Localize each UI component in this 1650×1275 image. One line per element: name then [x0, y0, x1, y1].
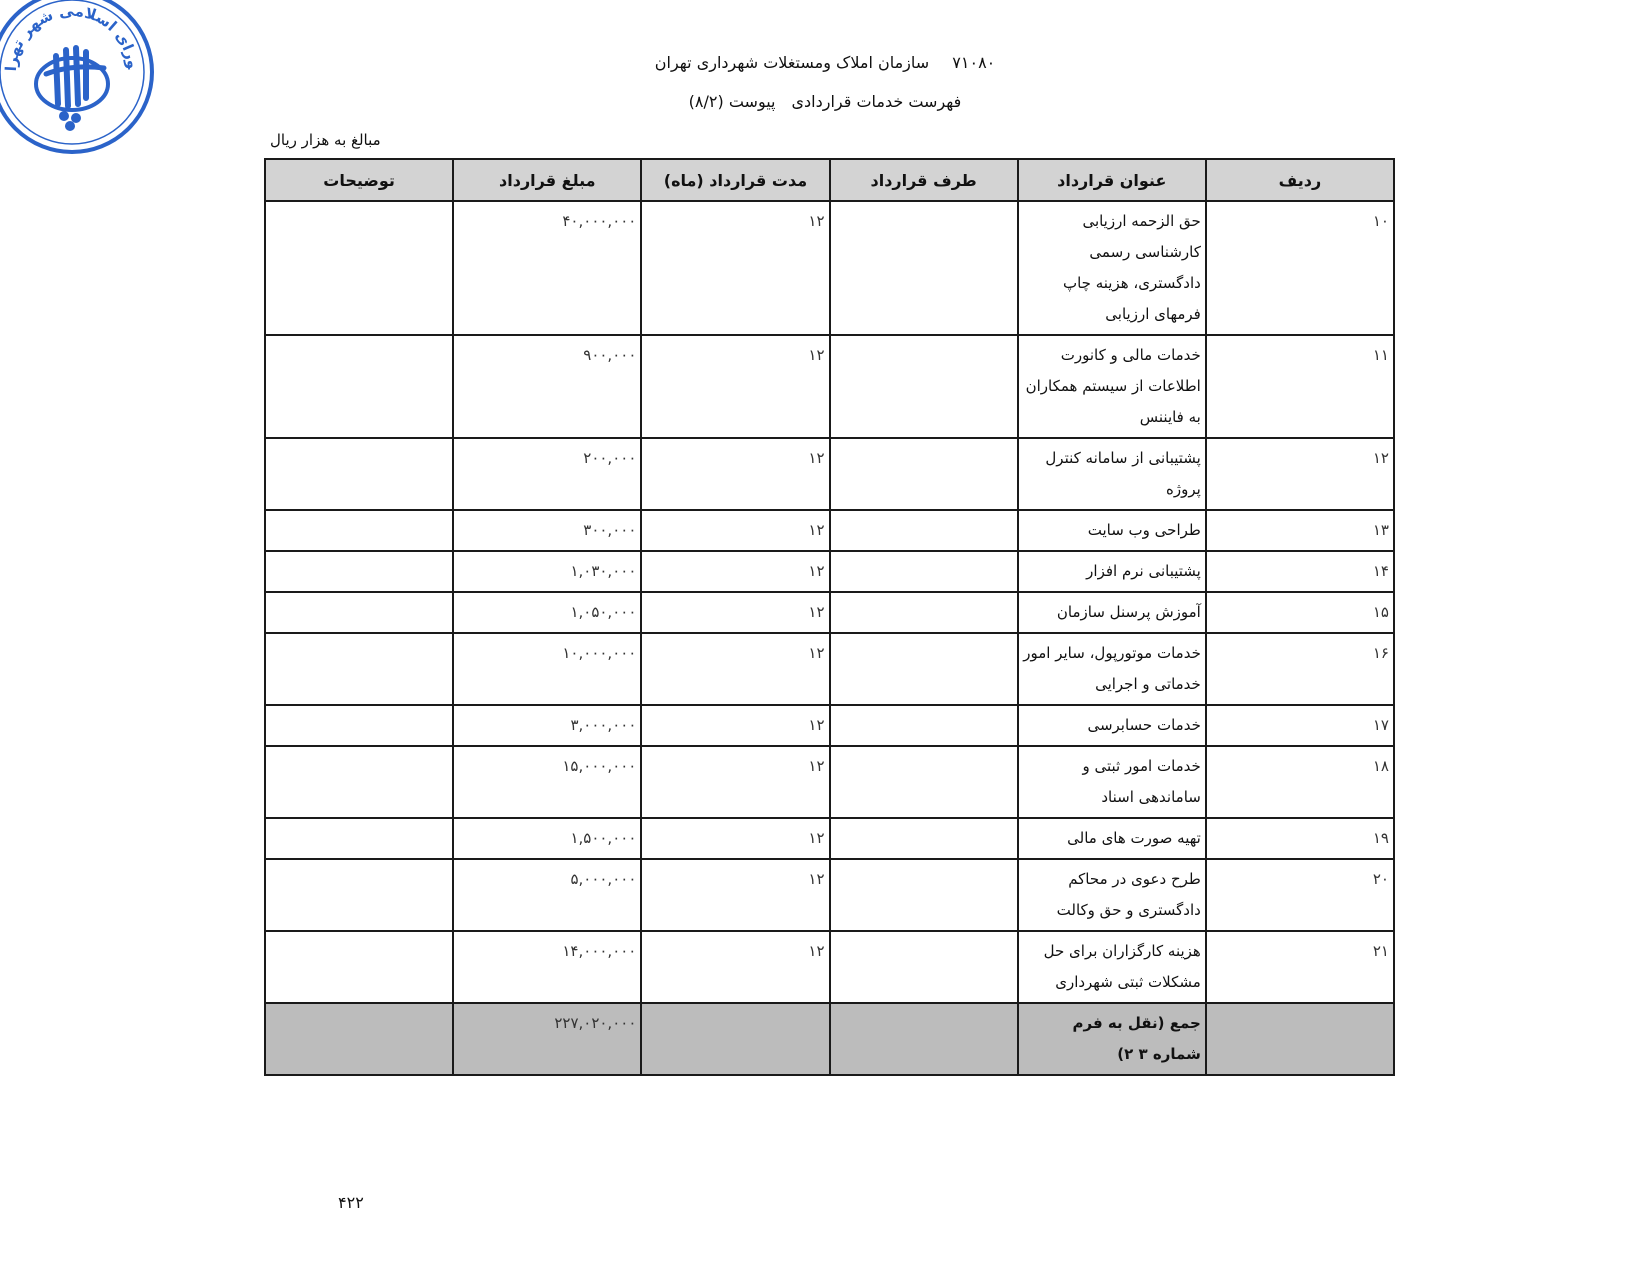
contract-notes — [265, 201, 453, 335]
svg-text:شورای اسلامی شهر تهران: ورای اسلامی شهر تهرا — [1, 1, 143, 72]
total-amount: ۲۲۷,۰۲۰,۰۰۰ — [453, 1003, 641, 1075]
contract-notes — [265, 746, 453, 818]
contract-amount: ۲۰۰,۰۰۰ — [453, 438, 641, 510]
table-row — [265, 931, 1394, 1003]
document-code: ۷۱۰۸۰ — [952, 53, 996, 72]
column-header-row-no: ردیف — [1206, 159, 1394, 201]
contract-amount: ۱,۵۰۰,۰۰۰ — [453, 818, 641, 859]
contract-party — [830, 859, 1018, 931]
contract-duration: ۱۲ — [641, 510, 829, 551]
total-duration — [641, 1003, 829, 1075]
contract-party — [830, 201, 1018, 335]
column-header-notes: توضیحات — [265, 159, 453, 201]
contract-amount: ۱,۰۳۰,۰۰۰ — [453, 551, 641, 592]
column-header-title: عنوان قرارداد — [1018, 159, 1206, 201]
contract-party — [830, 592, 1018, 633]
row-number: ۱۵ — [1206, 592, 1394, 633]
contract-party — [830, 335, 1018, 438]
contract-title: تهیه صورت های مالی — [1018, 818, 1206, 859]
contract-title: طراحی وب سایت — [1018, 510, 1206, 551]
contract-duration: ۱۲ — [641, 201, 829, 335]
contract-notes — [265, 438, 453, 510]
contract-title: آموزش پرسنل سازمان — [1018, 592, 1206, 633]
total-notes — [265, 1003, 453, 1075]
row-number: ۱۲ — [1206, 438, 1394, 510]
row-number: ۱۶ — [1206, 633, 1394, 705]
document-subtitle — [0, 92, 1650, 111]
table-row — [265, 859, 1394, 931]
contract-notes — [265, 931, 453, 1003]
contract-title: خدمات حسابرسی — [1018, 705, 1206, 746]
contract-duration: ۱۲ — [641, 438, 829, 510]
council-seal-icon — [0, 0, 158, 158]
contract-amount: ۹۰۰,۰۰۰ — [453, 335, 641, 438]
total-label: جمع (نقل به فرم شماره ۳ ۲) — [1018, 1003, 1206, 1075]
table-row — [265, 705, 1394, 746]
contract-duration: ۱۲ — [641, 335, 829, 438]
contract-duration: ۱۲ — [641, 818, 829, 859]
contract-party — [830, 931, 1018, 1003]
contract-amount: ۱۵,۰۰۰,۰۰۰ — [453, 746, 641, 818]
row-number: ۱۸ — [1206, 746, 1394, 818]
contract-party — [830, 818, 1018, 859]
total-row — [265, 1003, 1394, 1075]
table-row — [265, 551, 1394, 592]
contract-party — [830, 551, 1018, 592]
column-header-amount: مبلغ قرارداد — [453, 159, 641, 201]
contract-party — [830, 705, 1018, 746]
contract-duration: ۱۲ — [641, 551, 829, 592]
contract-notes — [265, 633, 453, 705]
page-number: ۴۲۲ — [338, 1193, 364, 1212]
contract-title: هزینه کارگزاران برای حل مشکلات ثبتی شهرداری — [1018, 931, 1206, 1003]
contract-title: حق الزحمه ارزیابی کارشناسی رسمی دادگستری، هزینه چاپ فرمهای ارزیابی — [1018, 201, 1206, 335]
total-party — [830, 1003, 1018, 1075]
table-row — [265, 633, 1394, 705]
table-header-row — [265, 159, 1394, 201]
contract-duration: ۱۲ — [641, 633, 829, 705]
contract-duration: ۱۲ — [641, 592, 829, 633]
column-header-party: طرف قرارداد — [830, 159, 1018, 201]
row-number: ۱۹ — [1206, 818, 1394, 859]
table-row — [265, 510, 1394, 551]
contract-amount: ۱۴,۰۰۰,۰۰۰ — [453, 931, 641, 1003]
contract-title: طرح دعوی در محاکم دادگستری و حق وکالت — [1018, 859, 1206, 931]
contract-title: پشتیبانی از سامانه کنترل پروژه — [1018, 438, 1206, 510]
row-number: ۱۱ — [1206, 335, 1394, 438]
table-row — [265, 818, 1394, 859]
contracts-table — [264, 158, 1395, 1076]
row-number: ۲۱ — [1206, 931, 1394, 1003]
table-row — [265, 438, 1394, 510]
table-row — [265, 335, 1394, 438]
contract-party — [830, 510, 1018, 551]
total-row-number — [1206, 1003, 1394, 1075]
contract-notes — [265, 335, 453, 438]
column-header-duration: مدت قرارداد (ماه) — [641, 159, 829, 201]
contract-party — [830, 438, 1018, 510]
row-number: ۱۰ — [1206, 201, 1394, 335]
contract-notes — [265, 859, 453, 931]
contract-amount: ۳۰۰,۰۰۰ — [453, 510, 641, 551]
contract-title: خدمات امور ثبتی و ساماندهی اسناد — [1018, 746, 1206, 818]
document-title — [0, 53, 1650, 72]
contract-notes — [265, 551, 453, 592]
contract-amount: ۱,۰۵۰,۰۰۰ — [453, 592, 641, 633]
contract-amount: ۵,۰۰۰,۰۰۰ — [453, 859, 641, 931]
contract-amount: ۳,۰۰۰,۰۰۰ — [453, 705, 641, 746]
contract-duration: ۱۲ — [641, 746, 829, 818]
contract-party — [830, 746, 1018, 818]
contract-amount: ۱۰,۰۰۰,۰۰۰ — [453, 633, 641, 705]
contract-title: پشتیبانی نرم افزار — [1018, 551, 1206, 592]
organization-name: سازمان املاک ومستغلات شهرداری تهران — [654, 53, 930, 72]
contract-notes — [265, 818, 453, 859]
contract-duration: ۱۲ — [641, 931, 829, 1003]
contract-duration: ۱۲ — [641, 705, 829, 746]
contract-party — [830, 633, 1018, 705]
annex-label: پیوست (۸/۲) — [688, 92, 776, 111]
contract-title: خدمات مالی و کانورت اطلاعات از سیستم همکاران به فایننس — [1018, 335, 1206, 438]
contract-title: خدمات موتورپول، سایر امور خدماتی و اجرایی — [1018, 633, 1206, 705]
contract-duration: ۱۲ — [641, 859, 829, 931]
contract-notes — [265, 510, 453, 551]
row-number: ۱۷ — [1206, 705, 1394, 746]
units-note: مبالغ به هزار ریال — [270, 131, 381, 149]
table-row — [265, 592, 1394, 633]
subtitle-text: فهرست خدمات قراردادی — [791, 92, 962, 111]
table-row — [265, 746, 1394, 818]
table-row — [265, 201, 1394, 335]
row-number: ۲۰ — [1206, 859, 1394, 931]
contract-notes — [265, 592, 453, 633]
contract-notes — [265, 705, 453, 746]
row-number: ۱۴ — [1206, 551, 1394, 592]
row-number: ۱۳ — [1206, 510, 1394, 551]
contract-amount: ۴۰,۰۰۰,۰۰۰ — [453, 201, 641, 335]
